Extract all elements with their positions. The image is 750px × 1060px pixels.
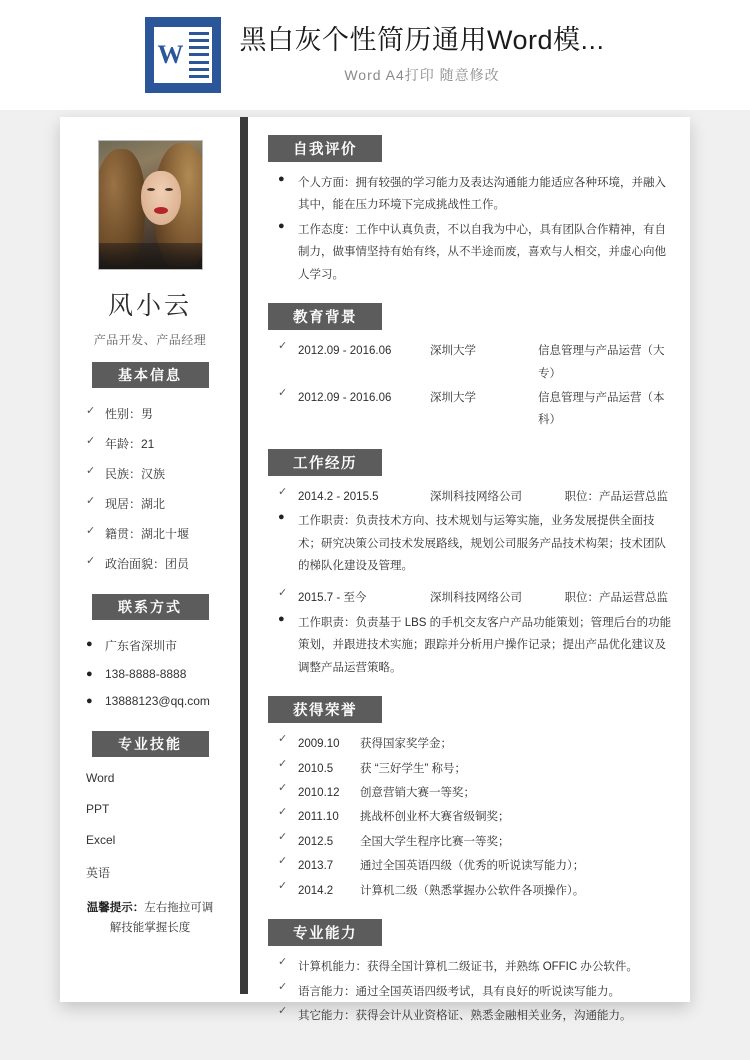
bullet-icon: ●	[278, 219, 285, 232]
check-icon: ✓	[278, 855, 288, 868]
check-icon: ✓	[86, 494, 96, 507]
bullet-icon: ●	[278, 173, 285, 185]
list-item	[60, 488, 240, 518]
honor-date: 2012.5	[298, 835, 334, 848]
self-evaluation-text: 工作态度：工作中认真负责，不以自我为中心，具有团队合作精神，有自制力，做事情坚持有始有终，从不半途而废，喜欢与人相交，并虚心向他人学习。	[298, 223, 666, 281]
table-row	[268, 586, 672, 610]
ability-text: 其它能力：获得会计从业资格证、熟悉金融相关业务，沟通能力。	[298, 1009, 632, 1022]
contact-email: 13888123@qq.com	[105, 693, 210, 708]
contact-phone: 138-8888-8888	[105, 666, 187, 681]
honor-date: 2014.2	[298, 884, 334, 897]
banner-title: 黑白灰个性简历通用Word模...	[239, 24, 605, 55]
list-item	[268, 980, 672, 1004]
banner-subtitle: Word A4打印 随意修改	[344, 67, 500, 84]
list-item	[60, 630, 240, 660]
section-work-experience	[268, 449, 672, 680]
work-duty: 工作职责：负责技术方向、技术规划与运筹实施，业务发展提供全面技术；研究决策公司技术发展路线，规划公司服务产品技术构架；技术团队的梯队化建设及管理。	[298, 515, 666, 573]
resume-main	[248, 117, 690, 1022]
work-duty: 工作职责：负责基于 LBS 的手机交友客户产品功能策划；管理后台的功能策划，并跟进技术实施；跟踪并分析用户操作记录；提出产品优化建议及调整产品运营策略。	[298, 616, 672, 674]
check-icon: ✓	[86, 404, 96, 417]
skills-tip	[60, 898, 240, 938]
bullet-icon: ●	[278, 511, 285, 524]
check-icon: ✓	[278, 879, 288, 892]
skill-label: PPT	[86, 801, 110, 816]
bullet-icon: ●	[86, 667, 93, 680]
honor-date: 2011.10	[298, 811, 339, 824]
skill-row	[86, 771, 230, 785]
work-date: 2015.7 - 至今	[298, 592, 367, 605]
section-honors	[268, 696, 672, 903]
list-item	[268, 805, 672, 829]
section-self-evaluation	[268, 135, 672, 287]
check-icon: ✓	[86, 434, 96, 447]
skill-row	[86, 833, 230, 847]
list-item	[268, 830, 672, 854]
skills-tip-text-2: 解技能掌握长度	[109, 921, 191, 934]
honor-date: 2010.12	[298, 787, 340, 800]
section-heading-skills: 专业技能	[92, 731, 209, 757]
list-item	[268, 509, 672, 578]
skills-tip-text: 左右拖拉可调	[144, 901, 214, 914]
skill-bar-track[interactable]	[134, 868, 230, 877]
word-icon-letter: W	[154, 27, 186, 83]
work-title: 职位：产品运营总监	[564, 490, 668, 503]
check-icon: ✓	[86, 464, 96, 477]
basic-info-value: 民族：汉族	[105, 466, 166, 481]
list-item	[60, 660, 240, 687]
list-item	[268, 781, 672, 805]
honor-text: 挑战杯创业杯大赛省级铜奖；	[360, 811, 510, 824]
page-banner	[0, 0, 750, 110]
work-date: 2014.2 - 2015.5	[298, 490, 379, 503]
self-evaluation-text: 个人方面：拥有较强的学习能力及表达沟通能力能适应各种环境，并融入其中，能在压力环境下完成挑战性工作。	[298, 177, 666, 212]
education-major: 信息管理与产品运营（大专）	[538, 345, 665, 380]
honor-date: 2009.10	[298, 738, 340, 751]
skills-list	[60, 771, 240, 881]
section-education	[268, 303, 672, 433]
word-document-icon	[145, 17, 221, 93]
work-company: 深圳科技网络公司	[430, 592, 522, 605]
section-heading-basic-info: 基本信息	[92, 362, 209, 388]
skill-row	[86, 864, 230, 881]
section-heading-professional-ability: 专业能力	[268, 919, 382, 946]
candidate-name: 风小云	[107, 292, 192, 320]
section-professional-ability	[268, 919, 672, 1028]
check-icon: ✓	[278, 1004, 288, 1017]
basic-info-value: 年龄：21	[105, 436, 155, 451]
avatar	[98, 140, 203, 270]
skill-label: 英语	[86, 865, 111, 880]
education-date: 2012.09 - 2016.06	[298, 391, 392, 404]
list-item	[60, 518, 240, 548]
check-icon: ✓	[278, 733, 288, 746]
list-item	[268, 1004, 672, 1028]
basic-info-list	[60, 398, 240, 578]
check-icon: ✓	[86, 524, 96, 537]
check-icon: ✓	[278, 757, 288, 770]
work-experience-list	[268, 485, 672, 680]
section-heading-work-experience: 工作经历	[268, 449, 382, 476]
education-school: 深圳大学	[430, 345, 476, 358]
skill-bar-track[interactable]	[134, 835, 230, 844]
section-heading-self-evaluation: 自我评价	[268, 135, 382, 162]
table-row	[268, 339, 672, 386]
check-icon: ✓	[278, 485, 288, 498]
honor-text: 创意营销大赛一等奖；	[360, 787, 475, 800]
basic-info-value: 性别：男	[105, 406, 154, 421]
list-item	[268, 879, 672, 903]
honor-text: 计算机二级（熟悉掌握办公软件各项操作）。	[360, 884, 585, 897]
section-heading-education: 教育背景	[268, 303, 382, 330]
check-icon: ✓	[278, 806, 288, 819]
basic-info-value: 籍贯：湖北十堰	[105, 526, 190, 541]
self-evaluation-list	[268, 171, 672, 287]
ability-text: 计算机能力：获得全国计算机二级证书，并熟练 OFFIC 办公软件。	[298, 961, 638, 974]
list-item	[268, 732, 672, 756]
contact-address: 广东省深圳市	[105, 638, 178, 653]
honor-date: 2010.5	[298, 762, 334, 775]
skill-row	[86, 802, 230, 816]
list-item	[268, 854, 672, 878]
education-major: 信息管理与产品运营（本科）	[538, 391, 665, 427]
list-item	[60, 687, 240, 714]
skills-tip-label: 温馨提示：	[86, 901, 145, 914]
check-icon: ✓	[278, 386, 288, 399]
basic-info-value: 现居：湖北	[105, 496, 166, 511]
candidate-role: 产品开发、产品经理	[93, 333, 207, 347]
basic-info-value: 政治面貌：团员	[105, 556, 190, 571]
column-divider	[240, 117, 248, 994]
honor-date: 2013.7	[298, 860, 334, 873]
skill-bar-track[interactable]	[134, 773, 230, 782]
bullet-icon: ●	[86, 694, 93, 707]
resume-sidebar	[60, 117, 240, 1002]
professional-ability-list	[268, 955, 672, 1028]
bullet-icon: ●	[86, 637, 93, 650]
skill-bar-track[interactable]	[134, 804, 230, 813]
check-icon: ✓	[278, 980, 288, 993]
education-school: 深圳大学	[430, 391, 476, 404]
check-icon: ✓	[278, 340, 288, 353]
honor-text: 通过全国英语四级（优秀的听说读写能力）；	[360, 860, 585, 873]
list-item	[60, 548, 240, 578]
work-title: 职位：产品运营总监	[564, 592, 668, 605]
list-item	[268, 757, 672, 781]
work-company: 深圳科技网络公司	[430, 490, 522, 503]
honor-text: 获得国家奖学金；	[360, 738, 452, 751]
honor-text: 获 “三好学生” 称号；	[360, 762, 467, 775]
skill-label: Excel	[86, 832, 116, 847]
check-icon: ✓	[278, 830, 288, 843]
resume-page	[60, 117, 690, 1022]
contact-list	[60, 630, 240, 715]
list-item	[268, 611, 672, 680]
section-heading-honors: 获得荣誉	[268, 696, 382, 723]
section-heading-contact: 联系方式	[92, 594, 209, 620]
skill-label: Word	[86, 770, 115, 785]
list-item	[60, 428, 240, 458]
check-icon: ✓	[278, 956, 288, 969]
education-list	[268, 339, 672, 433]
bullet-icon: ●	[278, 612, 285, 625]
check-icon: ✓	[278, 782, 288, 795]
check-icon: ✓	[278, 587, 288, 600]
list-item	[268, 171, 672, 218]
list-item	[268, 955, 672, 979]
education-date: 2012.09 - 2016.06	[298, 345, 392, 358]
list-item	[268, 218, 672, 287]
table-row	[268, 386, 672, 433]
table-row	[268, 485, 672, 509]
check-icon: ✓	[86, 554, 96, 567]
ability-text: 语言能力：通过全国英语四级考试，具有良好的听说读写能力。	[298, 985, 620, 998]
honors-list	[268, 732, 672, 903]
list-item	[60, 458, 240, 488]
honor-text: 全国大学生程序比赛一等奖；	[360, 835, 510, 848]
list-item	[60, 398, 240, 428]
